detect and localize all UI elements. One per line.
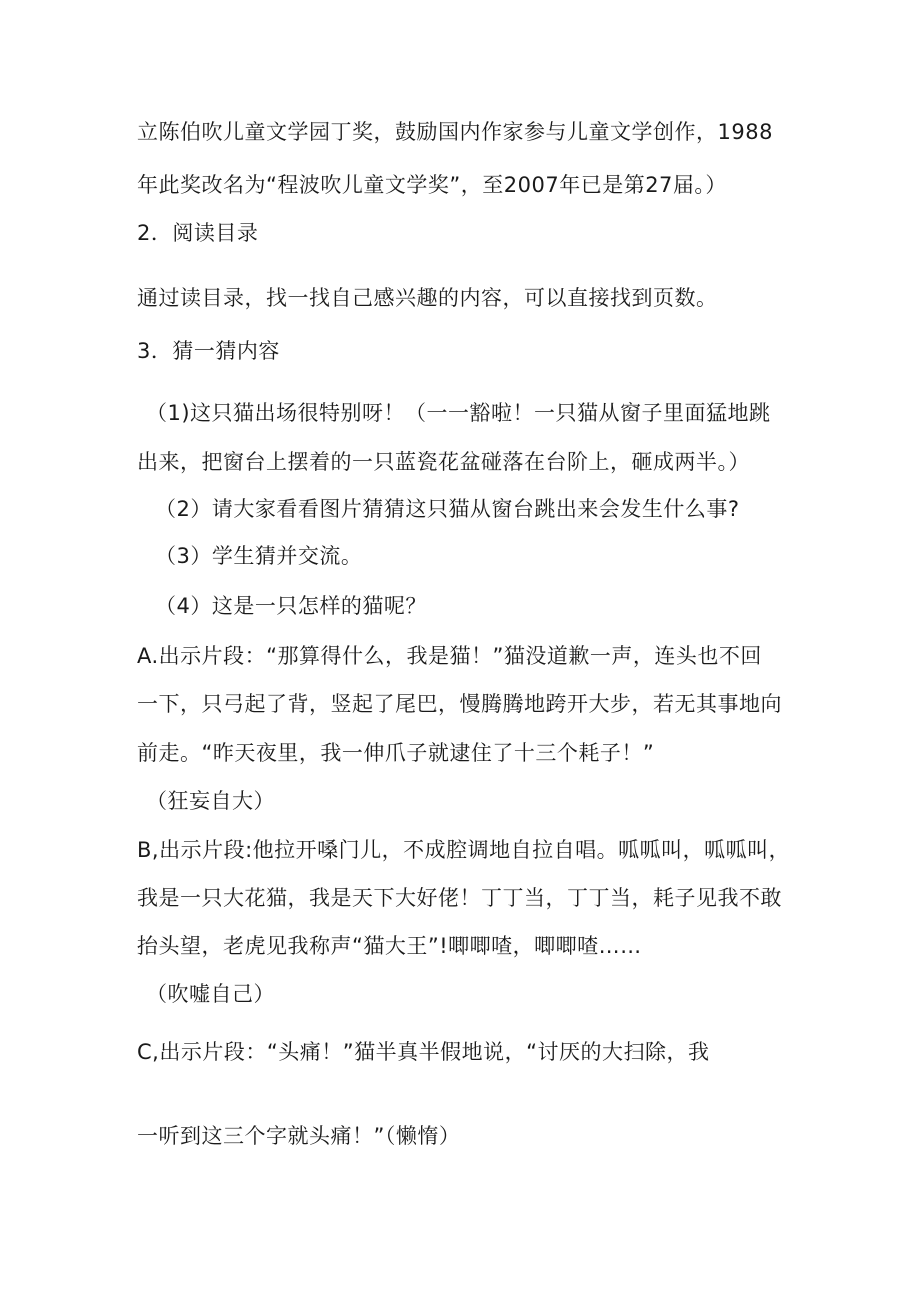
excerpt-c-line: 一听到这三个字就头痛！”（懒惰） — [137, 1124, 461, 1148]
excerpt-b-line: 我是一只大花猫，我是天下大好佬！丁丁当，丁丁当，耗子见我不敢 — [137, 886, 782, 910]
annotation-b: （吹嘘自己） — [146, 982, 275, 1006]
text-line: 通过读目录，找一找自己感兴趣的内容，可以直接找到页数。 — [137, 286, 718, 310]
annotation-a: （狂妄自大） — [146, 789, 275, 813]
excerpt-a-line: A.出示片段：“那算得什么，我是猫！”猫没道歉一声，连头也不回 — [137, 644, 762, 668]
text-line: 年此奖改名为“程波吹儿童文学奖”，至2007年已是第27届。） — [137, 173, 727, 197]
excerpt-b-line: B,出示片段:他拉开嗓门儿，不成腔调地自拉自唱。呱呱叫，呱呱叫， — [137, 838, 791, 862]
excerpt-a-line: 一下，只弓起了背，竖起了尾巴，慢腾腾地跨开大步，若无其事地向 — [137, 692, 782, 716]
excerpt-b-line: 抬头望，老虎见我称声“猫大王”!唧唧喳，唧唧喳…… — [137, 934, 642, 958]
excerpt-a-line: 前走。“昨天夜里，我一伸爪子就逮住了十三个耗子！” — [137, 741, 655, 765]
excerpt-c-line: C,出示片段：“头痛！”猫半真半假地说，“讨厌的大扫除，我 — [137, 1040, 710, 1064]
heading-guess-content: 3．猜一猜内容 — [137, 339, 280, 363]
text-line: （3）学生猜并交流。 — [155, 544, 363, 568]
text-line: （2）请大家看看图片猜猜这只猫从窗台跳出来会发生什么事? — [155, 497, 740, 521]
text-line: 出来，把窗台上摆着的一只蓝瓷花盆碰落在台阶上，砸成两半。） — [137, 450, 750, 474]
text-line: 立陈伯吹儿童文学园丁奖，鼓励国内作家参与儿童文学创作，1988 — [137, 120, 773, 144]
text-line: （1)这只猫出场很特别呀！（一一豁啦！一只猫从窗子里面猛地跳 — [146, 401, 771, 425]
heading-reading-toc: 2．阅读目录 — [137, 221, 259, 245]
text-line: （4）这是一只怎样的猫呢？ — [155, 594, 427, 618]
